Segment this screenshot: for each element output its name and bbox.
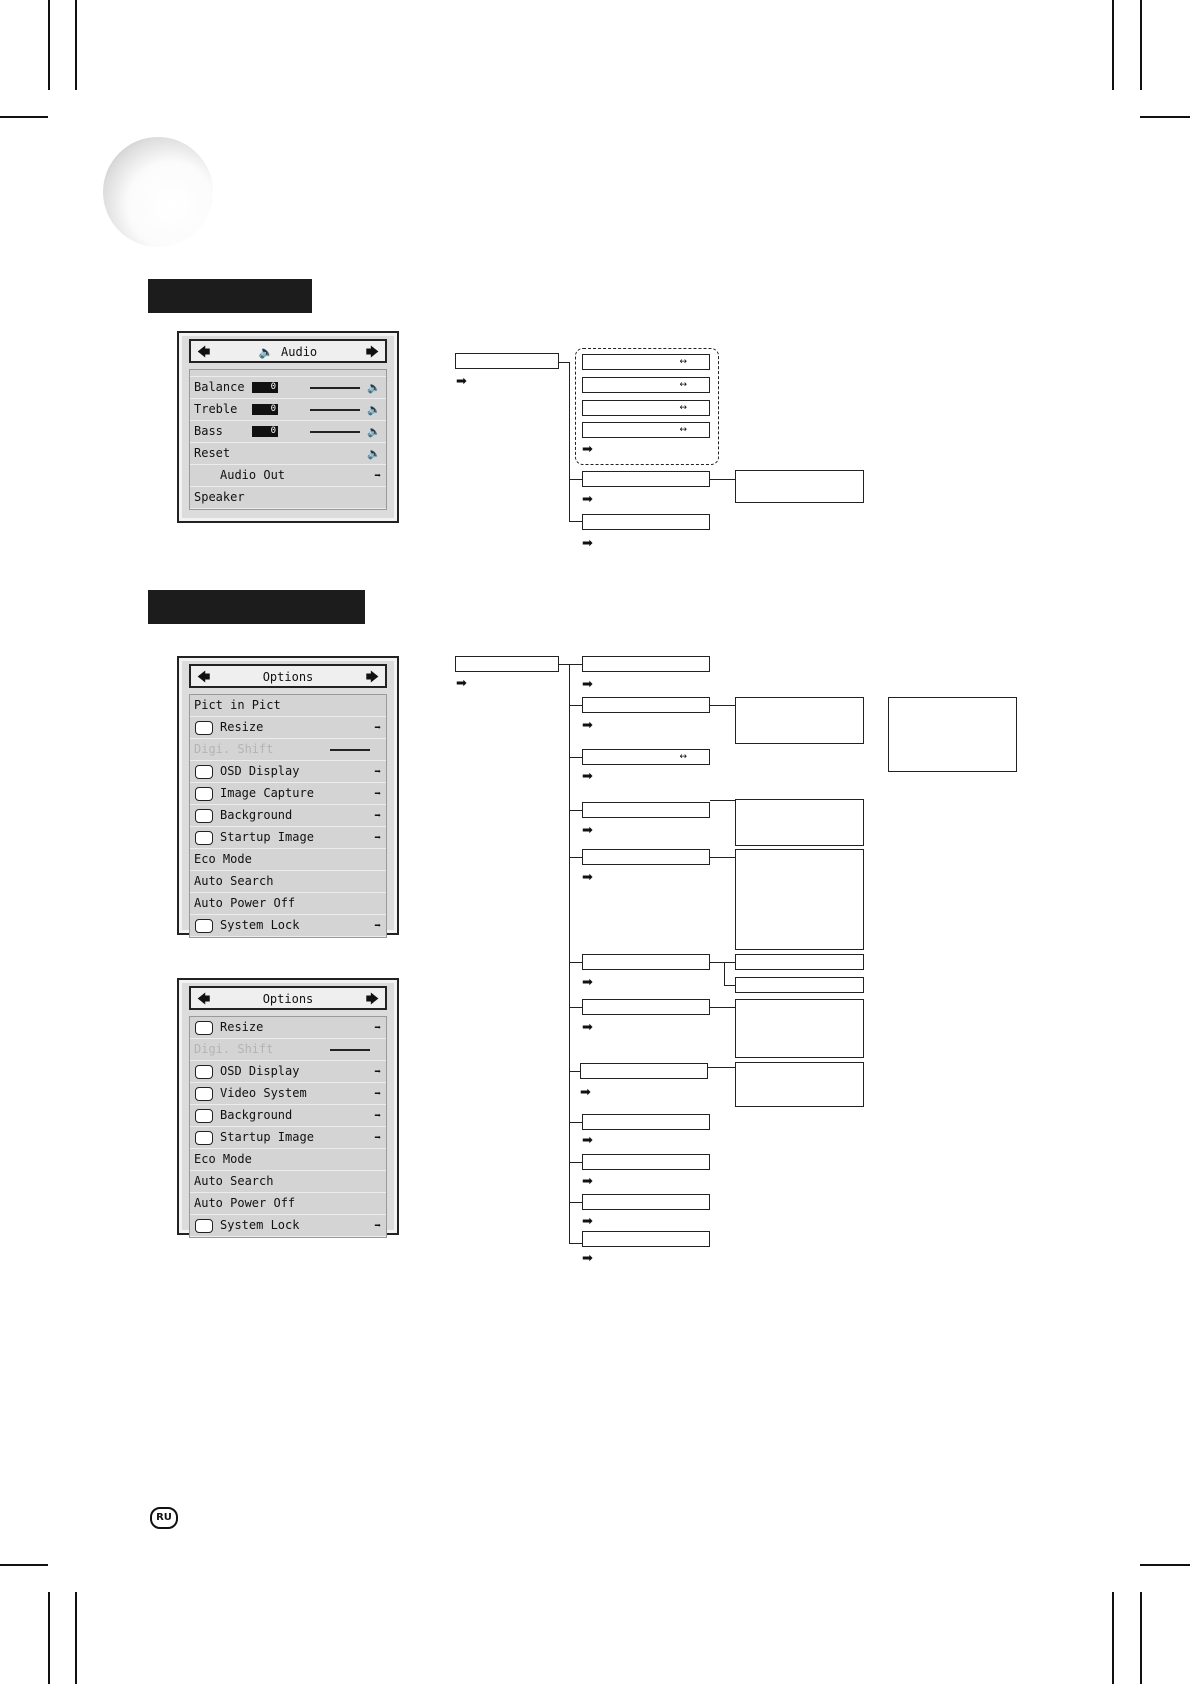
resize-icon	[195, 721, 213, 735]
menu-item[interactable]	[190, 827, 386, 849]
connector-line	[569, 362, 570, 522]
menu-item-label: Resize	[220, 720, 264, 734]
tree-box	[582, 656, 710, 672]
crop-mark	[1140, 0, 1142, 90]
language-badge: RU	[150, 1507, 178, 1529]
note-box	[735, 999, 864, 1058]
antenna-icon	[195, 1087, 213, 1101]
lock-icon	[195, 1219, 213, 1233]
menu-item[interactable]	[190, 1105, 386, 1127]
arrow-icon: ➡	[580, 1085, 591, 1100]
arrow-icon: ➡	[456, 374, 467, 389]
arrow-right-icon: ➡	[374, 721, 382, 734]
crop-mark	[1140, 1564, 1190, 1566]
menu-item-label: OSD Display	[220, 764, 300, 778]
tree-root-box	[455, 353, 559, 369]
menu-item[interactable]	[190, 871, 386, 893]
arrow-icon: ➡	[582, 492, 593, 507]
menu-item-label: Reset	[194, 446, 231, 460]
menu-item-speaker[interactable]	[190, 487, 386, 509]
menu-item[interactable]	[190, 1171, 386, 1193]
arrow-icon: ➡	[582, 536, 593, 551]
arrow-right-icon: ➡	[374, 831, 382, 844]
arrow-icon: ➡	[582, 677, 593, 692]
options-menu-screen-1	[177, 656, 399, 935]
crop-mark	[75, 1592, 77, 1684]
menu-item[interactable]	[190, 695, 386, 717]
arrow-right-icon: ➡	[374, 809, 382, 822]
capture-icon	[195, 787, 213, 801]
double-arrow-icon: ↔	[679, 425, 687, 435]
menu-item-label: Treble	[194, 402, 238, 416]
menu-item[interactable]	[190, 915, 386, 937]
tree-box	[735, 977, 864, 993]
tree-box	[582, 802, 710, 818]
menu-item-label: Eco Mode	[194, 1152, 252, 1166]
speaker-icon: 🔈	[367, 381, 382, 394]
arrow-icon: ➡	[582, 823, 593, 838]
note-box	[735, 697, 864, 744]
menu-item[interactable]	[190, 1193, 386, 1215]
tree-box	[582, 377, 710, 393]
audio-menu-screen	[177, 331, 399, 523]
connector-line	[559, 362, 569, 363]
arrow-right-icon[interactable]: 🡆	[365, 992, 379, 1007]
menu-item-label: System Lock	[220, 1218, 300, 1232]
menu-item[interactable]	[190, 1061, 386, 1083]
speaker-icon: 🔈	[258, 345, 274, 359]
arrow-icon: ➡	[582, 1020, 593, 1035]
menu-item-label: Background	[220, 808, 293, 822]
menu-item[interactable]	[190, 805, 386, 827]
section-bar-audio	[148, 279, 312, 313]
arrow-icon: ➡	[582, 975, 593, 990]
menu-item-label: Auto Search	[194, 1174, 274, 1188]
crop-mark	[1140, 1592, 1142, 1684]
menu-item-label: Eco Mode	[194, 852, 252, 866]
arrow-icon: ➡	[582, 1133, 593, 1148]
menu-item[interactable]	[190, 783, 386, 805]
decorative-circle	[103, 137, 213, 247]
arrow-right-icon: ➡	[374, 1131, 382, 1144]
menu-item[interactable]	[190, 761, 386, 783]
menu-item	[190, 1039, 386, 1061]
double-arrow-icon: ↔	[679, 403, 687, 413]
menu-item[interactable]	[190, 1017, 386, 1039]
tree-box	[582, 1114, 710, 1130]
menu-item[interactable]	[190, 893, 386, 915]
menu-item-label: Image Capture	[220, 786, 314, 800]
menu-title: Options	[262, 670, 314, 684]
arrow-icon: ➡	[582, 870, 593, 885]
arrow-icon: ➡	[582, 1214, 593, 1229]
crop-mark	[48, 0, 50, 90]
background-icon	[195, 809, 213, 823]
menu-item-label: Audio Out	[220, 468, 286, 482]
note-box	[888, 697, 1017, 772]
tree-box	[582, 422, 710, 438]
menu-item-label: Startup Image	[220, 1130, 314, 1144]
note-box	[735, 799, 864, 846]
arrow-right-icon: ➡	[374, 919, 382, 932]
double-arrow-icon: ↔	[679, 380, 687, 390]
crop-mark	[48, 1592, 50, 1684]
menu-body	[189, 369, 387, 510]
menu-item[interactable]	[190, 717, 386, 739]
menu-item[interactable]	[190, 1127, 386, 1149]
menu-item-balance[interactable]	[190, 377, 386, 399]
menu-item-bass[interactable]	[190, 421, 386, 443]
menu-header	[189, 986, 387, 1010]
tree-box	[582, 849, 710, 865]
resize-icon	[195, 1021, 213, 1035]
tree-box	[735, 954, 864, 970]
note-box	[735, 470, 864, 503]
osd-icon	[195, 765, 213, 779]
tree-box	[582, 514, 710, 530]
tree-box	[582, 1154, 710, 1170]
menu-item-label: Auto Power Off	[194, 896, 296, 910]
tree-box	[582, 1194, 710, 1210]
startup-icon	[195, 831, 213, 845]
menu-item-label: Balance	[194, 380, 245, 394]
slider-track[interactable]	[310, 431, 360, 433]
menu-item-audio-out[interactable]	[190, 465, 386, 487]
osd-icon	[195, 1065, 213, 1079]
arrow-right-icon[interactable]: 🡆	[365, 345, 379, 360]
menu-title: Audio	[281, 345, 318, 359]
menu-item-label: Startup Image	[220, 830, 314, 844]
tree-box	[582, 471, 710, 487]
crop-mark	[75, 0, 77, 90]
section-bar-options	[148, 590, 365, 624]
tree-box	[582, 1231, 710, 1247]
tree-root-box	[455, 656, 559, 672]
menu-item[interactable]	[190, 1149, 386, 1171]
menu-item-label: Digi. Shift	[194, 742, 274, 756]
menu-item-label: Video System	[220, 1086, 307, 1100]
menu-item-label: Auto Search	[194, 874, 274, 888]
double-arrow-icon: ↔	[679, 752, 687, 762]
arrow-right-icon: ➡	[374, 469, 382, 482]
speaker-icon: 🔈	[367, 425, 382, 438]
arrow-left-icon[interactable]: 🡄	[197, 670, 211, 685]
menu-item-label: Digi. Shift	[194, 1042, 274, 1056]
menu-item	[190, 739, 386, 761]
value-box: 0	[252, 404, 278, 415]
arrow-right-icon: ➡	[374, 1087, 382, 1100]
value-box: 0	[252, 426, 278, 437]
menu-body	[189, 1016, 387, 1238]
arrow-right-icon: ➡	[374, 1021, 382, 1034]
slider-track[interactable]	[310, 387, 360, 389]
arrow-right-icon: ➡	[374, 787, 382, 800]
arrow-right-icon: ➡	[374, 1109, 382, 1122]
arrow-icon: ➡	[456, 676, 467, 691]
menu-item-label: Background	[220, 1108, 293, 1122]
menu-header	[189, 339, 387, 363]
tree-box	[582, 697, 710, 713]
tree-box	[580, 1063, 708, 1079]
lock-icon	[195, 919, 213, 933]
menu-item-label: Speaker	[194, 490, 245, 504]
menu-item-label: System Lock	[220, 918, 300, 932]
arrow-right-icon[interactable]: 🡆	[365, 670, 379, 685]
menu-item-reset[interactable]	[190, 443, 386, 465]
menu-item-treble[interactable]	[190, 399, 386, 421]
arrow-icon: ➡	[582, 442, 593, 457]
tree-box	[582, 354, 710, 370]
crop-mark	[1140, 116, 1190, 118]
menu-item[interactable]	[190, 849, 386, 871]
slider-track[interactable]	[310, 409, 360, 411]
arrow-right-icon: ➡	[374, 1065, 382, 1078]
menu-item[interactable]	[190, 1215, 386, 1237]
tree-box	[582, 749, 710, 765]
arrow-icon: ➡	[582, 1251, 593, 1266]
arrow-icon: ➡	[582, 769, 593, 784]
menu-title: Options	[262, 992, 314, 1006]
options-menu-screen-2	[177, 978, 399, 1235]
menu-item-label: Resize	[220, 1020, 264, 1034]
double-arrow-icon: ↔	[679, 357, 687, 367]
arrow-icon: ➡	[582, 1174, 593, 1189]
arrow-left-icon[interactable]: 🡄	[197, 992, 211, 1007]
speaker-icon: 🔈	[367, 403, 382, 416]
tree-box	[582, 954, 710, 970]
crop-mark	[1112, 0, 1114, 90]
startup-icon	[195, 1131, 213, 1145]
menu-body	[189, 694, 387, 938]
crop-mark	[0, 1564, 48, 1566]
tree-box	[582, 999, 710, 1015]
crop-mark	[0, 116, 48, 118]
menu-header	[189, 664, 387, 688]
menu-item[interactable]	[190, 1083, 386, 1105]
crop-mark	[1112, 1592, 1114, 1684]
arrow-right-icon: ➡	[374, 765, 382, 778]
note-box	[735, 849, 864, 950]
background-icon	[195, 1109, 213, 1123]
value-box: 0	[252, 382, 278, 393]
menu-item-label: Pict in Pict	[194, 698, 281, 712]
tree-box	[582, 400, 710, 416]
arrow-right-icon: ➡	[374, 1219, 382, 1232]
arrow-left-icon[interactable]: 🡄	[197, 345, 211, 360]
reset-icon: 🔈	[367, 447, 382, 460]
arrow-icon: ➡	[582, 718, 593, 733]
menu-item-label: Bass	[194, 424, 223, 438]
note-box	[735, 1062, 864, 1107]
menu-item-label: Auto Power Off	[194, 1196, 296, 1210]
connector-line	[569, 664, 570, 1244]
menu-item-label: OSD Display	[220, 1064, 300, 1078]
